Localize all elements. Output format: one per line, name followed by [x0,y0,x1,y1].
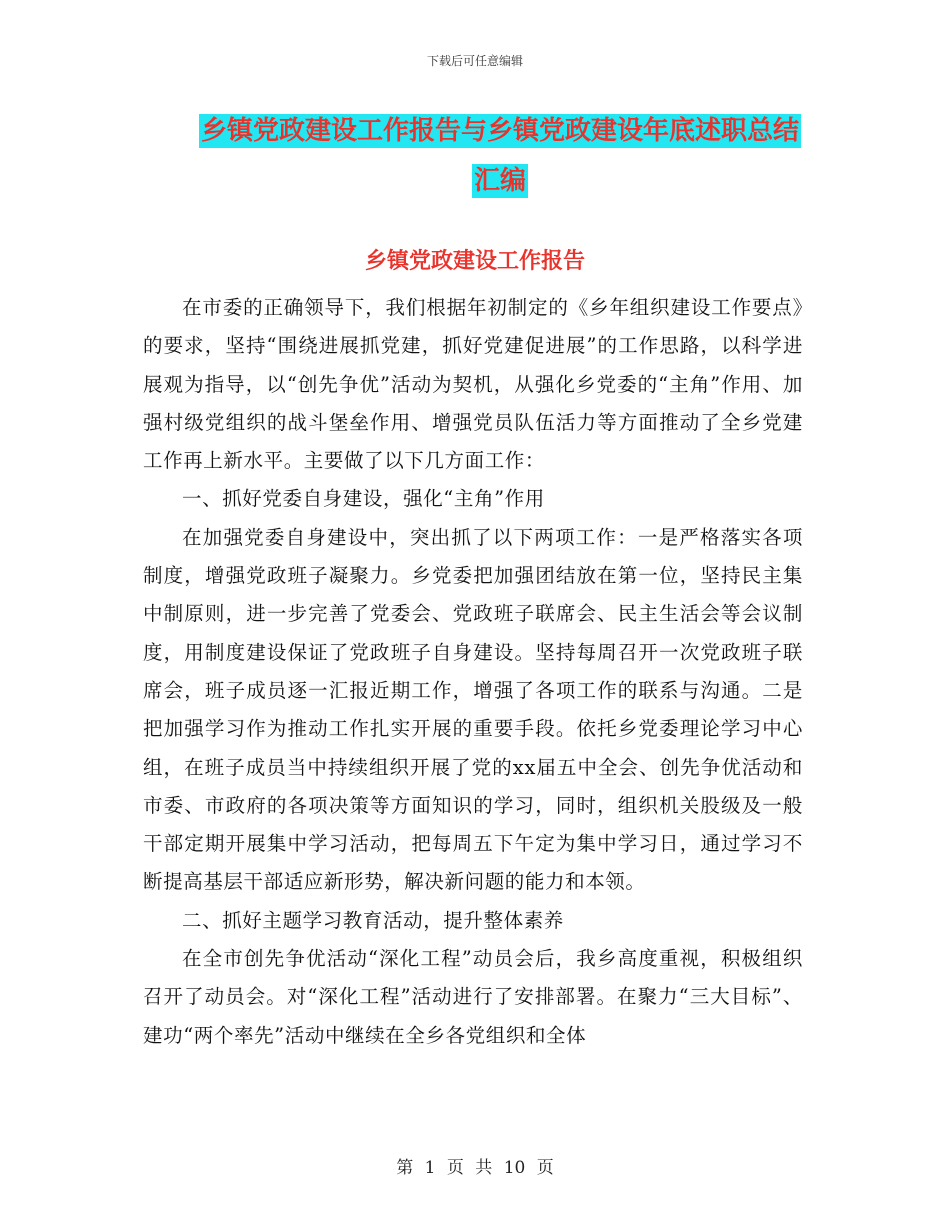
header-note: 下载后可任意编辑 [426,54,523,68]
section-title: 乡镇党政建设工作报告 [364,249,585,274]
page-footer: 第 1 页 共 10 页 [396,1158,554,1178]
paragraph-one: 在加强党委自身建设中，突出抓了以下两项工作：一是严格落实各项制度，增强党政班子凝聚力。乡党委把加强团结放在第一位，坚持民主集中制原则，进一步完善了党委会、党政班子联席会、民主生活会等会议制度，用制度建设保证了党政班子自身建设。坚持每周召开一次党政班子联席会，班子成员逐一汇报近期工作，增强了各项工作的联系与沟通。二是把加强学习作为推动工作扎实开展的重要手段。依托乡党委理论学习中心组，在班子成员当中持续组织开展了党的xx届五中全会、创先争优活动和市委、市政府的各项决策等方面知识的学习，同时，组织机关股级及一般干部定期开展集中学习活动，把每周五下午定为集中学习日，通过学习不断提高基层干部适应新形势，解决新问题的能力和本领。 [143,525,803,894]
main-title-line1: 乡镇党政建设工作报告与乡镇党政建设年底述职总结 [200,116,799,146]
main-title [150,106,850,206]
paragraph-two: 在全市创先争优活动“深化工程”动员会后，我乡高度重视，积极组织召开了动员会。对“深化工程”活动进行了安排部署。在聚力“三大目标”、建功“两个率先”活动中继续在全乡各党组织和全体 [143,947,803,1047]
paragraph-intro: 在市委的正确领导下，我们根据年初制定的《乡年组织建设工作要点》的要求，坚持“围绕进展抓党建，抓好党建促进展”的工作思路，以科学进展观为指导，以“创先争优”活动为契机，从强化乡党委的“主角”作用、加强村级党组织的战斗堡垒作用、增强党员队伍活力等方面推动了全乡党建工作再上新水平。主要做了以下几方面工作： [143,296,803,473]
heading-one: 一、抓好党委自身建设，强化“主角”作用 [182,487,545,511]
main-title-line2: 汇编 [473,166,526,196]
heading-two: 二、抓好主题学习教育活动，提升整体素养 [182,908,564,932]
document-body [143,289,803,1055]
